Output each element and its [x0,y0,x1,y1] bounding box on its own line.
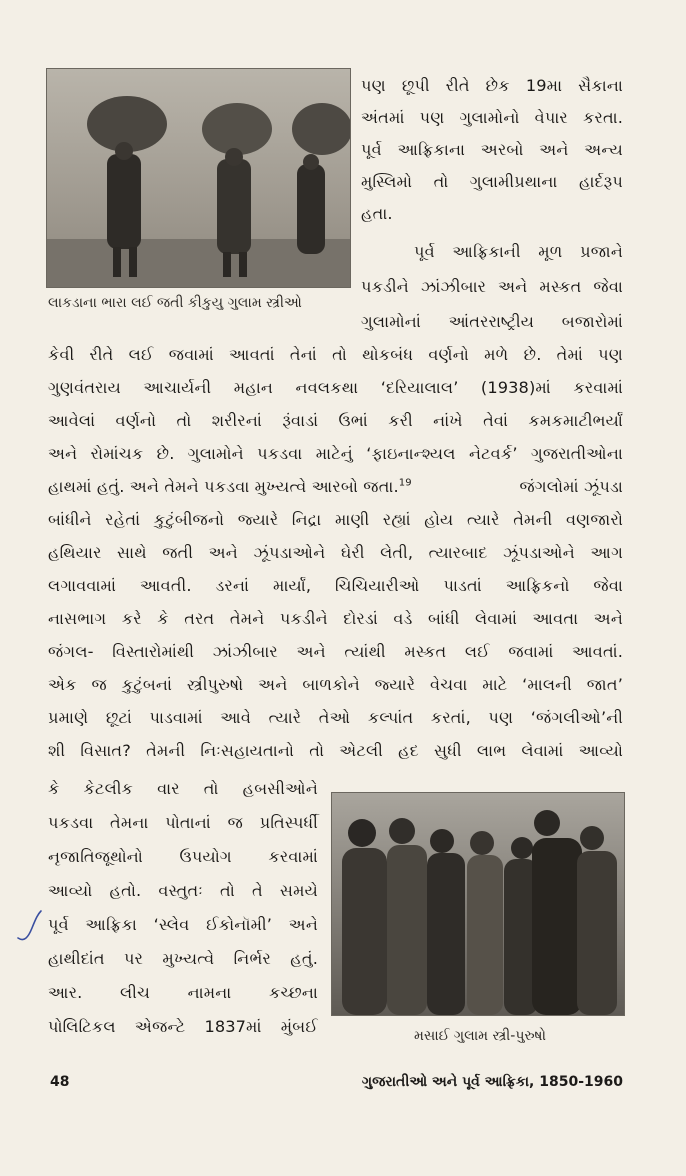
text-line: પૂર્વ આફ્રિકાના અરબો અને અન્ય [361,140,623,159]
text-line: પણ છૂપી રીતે છેક 19મા સૈકાના [361,76,623,95]
text-line: પ્રમાણે છૂટાં પાડવામાં આવે ત્યારે તેઓ કલ્પાંત કરતાં, પણ ‘જંગલીઓ’ની [48,708,623,727]
text-line: આર. લીચ નામના કચ્છના [48,983,318,1002]
photo-maasai-group [331,792,625,1016]
text-line: હથિયાર સાથે જતી અને ઝૂંપડાઓને ઘેરી લેતી, ત્યારબાદ ઝૂંપડાઓને આગ [48,543,623,562]
text-line-with-footnote [48,475,623,499]
page-number: 48 [50,1074,70,1090]
text-line: પોલિટિકલ એજન્ટે 1837માં મુંબઈ [48,1017,318,1036]
text-line: લગાવવામાં આવતી. ડરનાં માર્યાં, ચિચિયારીઓ પાડતાં આફ્રિકનો જેવા [48,576,623,595]
text-line: કે કેટલીક વાર તો હબસીઓને [48,779,318,798]
footnote-ref: 19 [398,477,412,489]
running-title: ગુજરાતીઓ અને પૂર્વ આફ્રિકા, 1850-1960 [361,1074,623,1090]
text-line: આવ્યો હતો. વસ્તુતઃ તો તે સમયે [48,881,318,900]
photo-maasai-group-image [332,793,624,1015]
pen-mark-icon [14,908,44,944]
text-line: અંતમાં પણ ગુલામોનો વેપાર કરતા. [361,108,623,127]
text-line-part-a: હાથમાં હતું. અને તેમને પકડવા મુખ્યત્વે આરબો જતા. [48,477,399,496]
photo-kikuyu-women-image [47,69,350,287]
photo-kikuyu-caption: લાકડાના ભારા લઈ જતી કીકુયુ ગુલામ સ્ત્રીઓ [48,295,302,311]
text-line: નાસભાગ કરે કે તરત તેમને પકડીને દોરડાં વડે બાંધી લેવામાં આવતા અને [48,609,623,628]
text-line: પૂર્વ આફ્રિકાની મૂળ પ્રજાને [414,242,623,261]
text-line: પૂર્વ આફ્રિકા ‘સ્લેવ ઈકોનૉમી’ અને [48,915,318,934]
text-line: નૃજાતિજૂથોનો ઉપયોગ કરવામાં [48,847,318,866]
text-line-part [48,475,412,499]
photo-kikuyu-women [46,68,351,288]
text-line: શી વિસાત? તેમની નિઃસહાયતાનો તો એટલી હદ સુધી લાભ લેવામાં આવ્યો [48,741,623,760]
text-line: હતા. [361,204,393,223]
text-line: જંગલ- વિસ્તારોમાંથી ઝાંઝીબાર અને ત્યાંથી મસ્કત લઈ જવામાં આવતાં. [48,642,623,661]
text-line: મુસ્લિમો તો ગુલામીપ્રથાના હાર્દરૂપ [361,172,623,191]
text-line-part-b: જંગલોમાં ઝૂંપડા [519,477,623,496]
text-line: ગુલામોનાં આંતરરાષ્ટ્રીય બજારોમાં [361,312,623,331]
text-line: ગુણવંતરાય આચાર્યની મહાન નવલકથા ‘દરિયાલાલ’ (1938)માં કરવામાં [48,378,623,397]
text-line: કેવી રીતે લઈ જવામાં આવતાં તેનાં તો થોકબંધ વર્ણનો મળે છે. તેમાં પણ [48,345,623,364]
text-line: હાથીદાંત પર મુખ્યત્વે નિર્ભર હતું. [48,949,318,968]
text-line: એક જ કુટુંબનાં સ્ત્રીપુરુષો અને બાળકોને જ્યારે વેચવા માટે ‘માલની જાત’ [48,675,623,694]
text-line: પકડવા તેમના પોતાનાં જ પ્રતિસ્પર્ધી [48,813,318,832]
text-line: પકડીને ઝાંઝીબાર અને મસ્કત જેવા [361,277,623,296]
text-line: અને રોમાંચક છે. ગુલામોને પકડવા માટેનું ‘ફાઇનાન્શ્યલ નેટવર્ક’ ગુજરાતીઓના [48,444,623,463]
text-line: બાંધીને રહેતાં કુટુંબીજનો જ્યારે નિદ્રા માણી રહ્યાં હોય ત્યારે તેમની વણજારો [48,510,623,529]
text-line: આવેલાં વર્ણનો તો શરીરનાં રૂંવાડાં ઉભાં કરી નાંખે તેવાં કમકમાટીભર્યાં [48,411,623,430]
photo-maasai-caption: મસાઈ ગુલામ સ્ત્રી-પુરુષો [414,1028,546,1044]
